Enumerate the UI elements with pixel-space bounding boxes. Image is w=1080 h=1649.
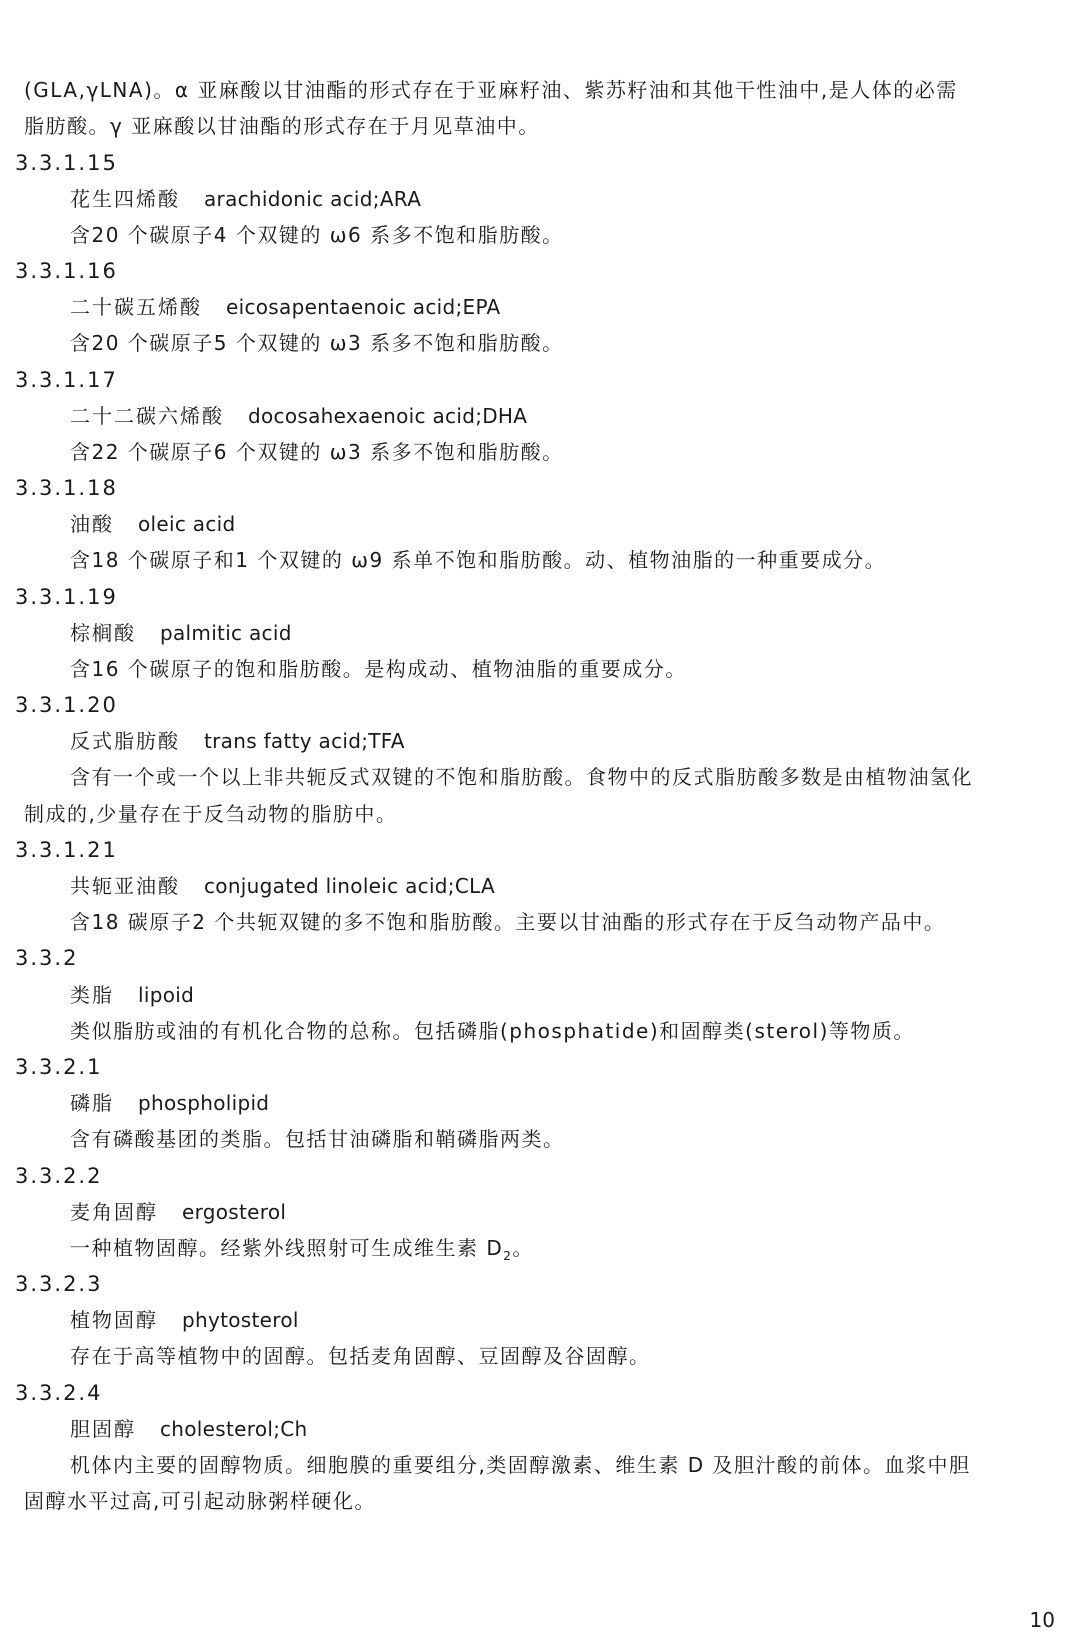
entry-number: 3.3.2.4: [15, 1381, 103, 1405]
term-definition: 机体内主要的固醇物质。细胞膜的重要组分,类固醇激素、维生素 D 及胆汁酸的前体。血浆中胆: [70, 1453, 971, 1477]
term-chinese: 反式脂肪酸: [70, 729, 180, 753]
entry-number: 3.3.1.19: [15, 585, 118, 609]
term-english: ergosterol: [182, 1200, 287, 1224]
entry-number: 3.3.1.17: [15, 368, 118, 392]
term-heading: [70, 510, 236, 538]
entry-number: 3.3.1.21: [15, 838, 118, 862]
term-english: conjugated linoleic acid;CLA: [204, 874, 495, 898]
term-chinese: 磷脂: [70, 1091, 114, 1115]
term-definition: 类似脂肪或油的有机化合物的总称。包括磷脂(phosphatide)和固醇类(sterol)等物质。: [70, 1019, 915, 1043]
term-chinese: 共轭亚油酸: [70, 874, 180, 898]
term-chinese: 植物固醇: [70, 1308, 158, 1332]
page-number: 10: [1029, 1608, 1055, 1632]
term-heading: [70, 1306, 299, 1334]
term-definition: 含20 个碳原子5 个双键的 ω3 系多不饱和脂肪酸。: [70, 331, 564, 355]
entry-number: 3.3.1.18: [15, 476, 118, 500]
term-chinese: 类脂: [70, 983, 114, 1007]
term-heading: [70, 1415, 308, 1443]
term-english: docosahexaenoic acid;DHA: [248, 404, 528, 428]
definition-text: 一种植物固醇。经紫外线照射可生成维生素 D: [70, 1236, 504, 1260]
term-chinese: 花生四烯酸: [70, 187, 180, 211]
term-english: lipoid: [138, 983, 195, 1007]
term-chinese: 麦角固醇: [70, 1200, 158, 1224]
term-chinese: 二十碳五烯酸: [70, 295, 202, 319]
term-chinese: 二十二碳六烯酸: [70, 404, 224, 428]
entry-number: 3.3.2.3: [15, 1272, 103, 1296]
term-english: trans fatty acid;TFA: [204, 729, 405, 753]
term-heading: [70, 1089, 269, 1117]
entry-number: 3.3.1.16: [15, 259, 118, 283]
term-definition: 含18 个碳原子和1 个双键的 ω9 系单不饱和脂肪酸。动、植物油脂的一种重要成分。: [70, 548, 887, 572]
entry-number: 3.3.1.20: [15, 693, 118, 717]
intro-line-1: (GLA,γLNA)。α 亚麻酸以甘油酯的形式存在于亚麻籽油、紫苏籽油和其他干性油中,是人体的必需: [24, 78, 958, 102]
term-english: phospholipid: [138, 1091, 270, 1115]
term-english: oleic acid: [138, 512, 236, 536]
term-chinese: 棕榈酸: [70, 621, 136, 645]
term-heading: [70, 872, 495, 900]
entry-number: 3.3.2.1: [15, 1055, 103, 1079]
term-definition-continued: 固醇水平过高,可引起动脉粥样硬化。: [24, 1489, 376, 1513]
term-heading: [70, 727, 405, 755]
term-english: palmitic acid: [160, 621, 292, 645]
entry-number: 3.3.2: [15, 946, 79, 970]
term-english: eicosapentaenoic acid;EPA: [226, 295, 501, 319]
term-heading: [70, 619, 292, 647]
term-chinese: 胆固醇: [70, 1417, 136, 1441]
term-definition: 含22 个碳原子6 个双键的 ω3 系多不饱和脂肪酸。: [70, 440, 564, 464]
subscript: 2: [503, 1249, 513, 1263]
term-heading: [70, 981, 194, 1009]
term-english: cholesterol;Ch: [160, 1417, 308, 1441]
entry-number: 3.3.2.2: [15, 1164, 103, 1188]
term-english: arachidonic acid;ARA: [204, 187, 422, 211]
term-definition: 含有一个或一个以上非共轭反式双键的不饱和脂肪酸。食物中的反式脂肪酸多数是由植物油氢化: [70, 765, 973, 789]
definition-tail: 。: [512, 1236, 534, 1260]
term-definition: 存在于高等植物中的固醇。包括麦角固醇、豆固醇及谷固醇。: [70, 1344, 651, 1368]
term-definition: 含有磷酸基团的类脂。包括甘油磷脂和鞘磷脂两类。: [70, 1127, 565, 1151]
term-heading: [70, 293, 501, 321]
term-heading: [70, 402, 527, 430]
term-english: phytosterol: [182, 1308, 299, 1332]
term-definition-continued: 制成的,少量存在于反刍动物的脂肪中。: [24, 802, 398, 826]
entry-number: 3.3.1.15: [15, 151, 118, 175]
term-definition: 含18 碳原子2 个共轭双键的多不饱和脂肪酸。主要以甘油酯的形式存在于反刍动物产品中。: [70, 910, 946, 934]
intro-line-2: 脂肪酸。γ 亚麻酸以甘油酯的形式存在于月见草油中。: [24, 114, 540, 138]
term-definition: [70, 1234, 534, 1262]
term-definition: 含16 个碳原子的饱和脂肪酸。是构成动、植物油脂的重要成分。: [70, 657, 687, 681]
term-chinese: 油酸: [70, 512, 114, 536]
term-heading: [70, 185, 421, 213]
term-definition: 含20 个碳原子4 个双键的 ω6 系多不饱和脂肪酸。: [70, 223, 564, 247]
term-heading: [70, 1198, 286, 1226]
